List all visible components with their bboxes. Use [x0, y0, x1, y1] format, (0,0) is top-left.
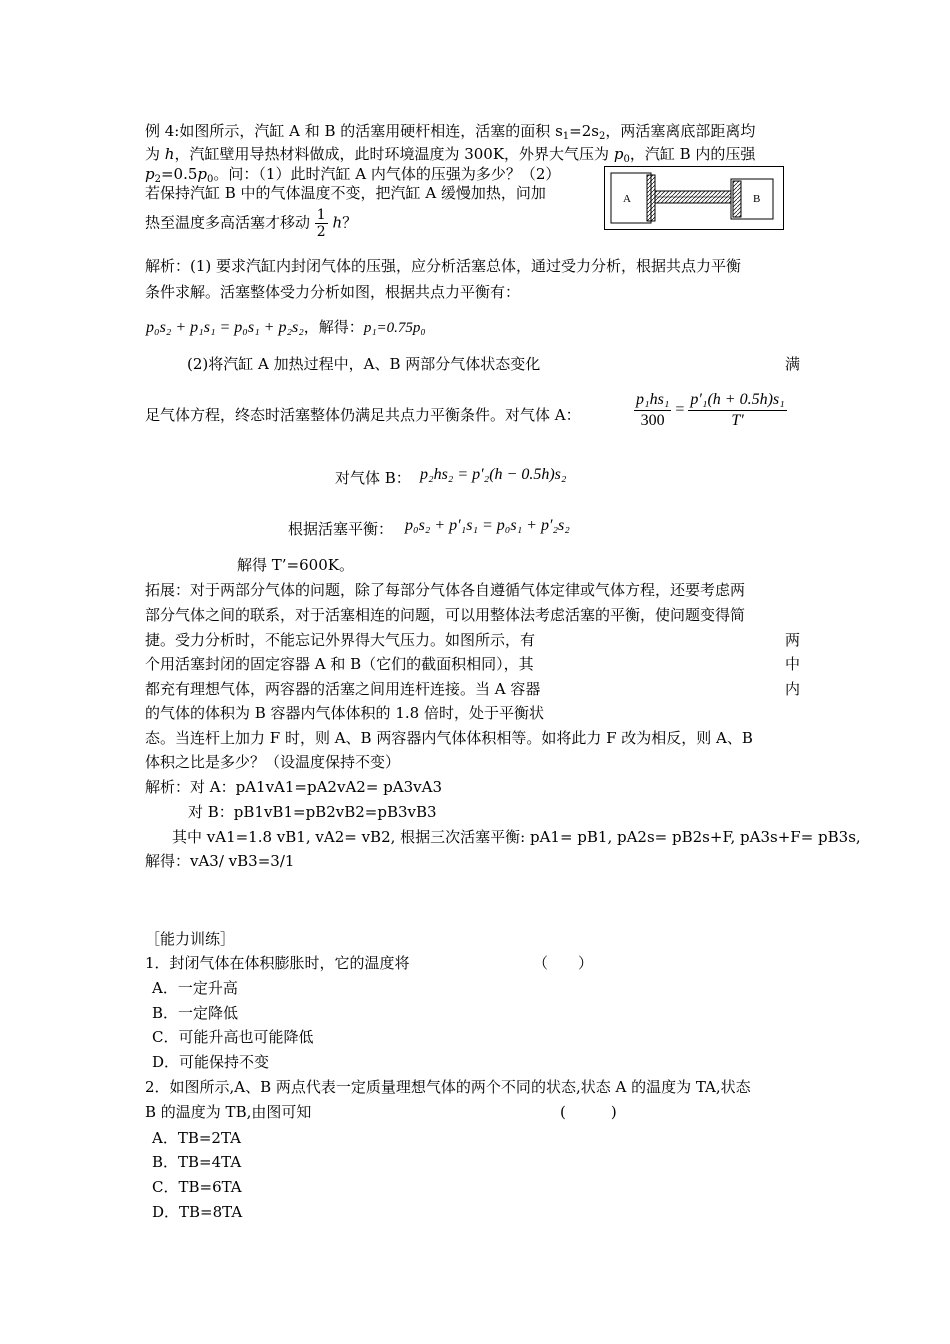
- cylinder-figure: [604, 166, 784, 230]
- analysis2-line-d: 解得：vA3/ vB3=3/1: [145, 852, 295, 870]
- analysis1-line3-right: 满: [785, 355, 801, 373]
- equation-gas-a: $\frac{\text{p₁hs₁}}{300}$ = $\frac{\text{p′₁(h + 0.5h)s₁}}{T'}$: [636, 391, 785, 429]
- extension-line2: 部分气体之间的联系，对于活塞相连的问题，可以用整体法考虑活塞的平衡，使问题变得简: [145, 606, 746, 624]
- analysis1-line4: 足气体方程，终态时活塞整体仍满足共点力平衡条件。对气体 A：: [145, 406, 581, 424]
- question-1-option: C．可能升高也可能降低: [152, 1028, 314, 1046]
- extension-line5-right: 内: [785, 680, 801, 698]
- example4-line5: 热至温度多高活塞才移动 $\frac{1}{2}$ h？: [145, 207, 358, 240]
- example4-line2: 为 h，汽缸壁用导热材料做成，此时环境温度为 300K，外界大气压为 $p_0$，汽缸 B 内的压强: [145, 145, 756, 165]
- question-2-answer-paren: ( ): [560, 1103, 617, 1121]
- question-2-option: C．TB=6TA: [152, 1178, 242, 1196]
- extension-line3-right: 两: [785, 631, 801, 649]
- extension-line3: 捷。受力分析时，不能忘记外界得大气压力。如图所示，有: [145, 631, 536, 649]
- result-temperature: 解得 T’=600K。: [237, 556, 354, 574]
- analysis2-line-b: 对 B：pB1vB1=pB2vB2=pB3vB3: [188, 803, 437, 821]
- eq-piston-label: 根据活塞平衡：: [288, 520, 394, 538]
- training-heading: ［能力训练］: [145, 930, 236, 948]
- extension-line6: 的气体的体积为 B 容器内气体体积的 1.8 倍时，处于平衡状: [145, 704, 544, 722]
- analysis1-line2: 条件求解。活塞整体受力分析如图，根据共点力平衡有：: [145, 283, 521, 301]
- example4-line4: 若保持汽缸 B 中的气体温度不变，把汽缸 A 缓慢加热，问加: [145, 184, 546, 202]
- extension-line4: 个用活塞封闭的固定容器 A 和 B（它们的截面积相同），其: [145, 655, 534, 673]
- question-1-option: A．一定升高: [152, 979, 238, 997]
- extension-line7: 态。当连杆上加力 F 时，则 A、B 两容器内气体体积相等。如将此力 F 改为相反，则 A、B: [145, 729, 753, 747]
- question-1: 1．封闭气体在体积膨胀时，它的温度将: [145, 954, 410, 972]
- question-1-option: B．一定降低: [152, 1004, 239, 1022]
- extension-line8: 体积之比是多少？（设温度保持不变）: [145, 753, 401, 771]
- question-2-option: B．TB=4TA: [152, 1153, 242, 1171]
- analysis1-line1: 解析：(1) 要求汽缸内封闭气体的压强，应分析活塞总体，通过受力分析，根据共点力平衡: [145, 257, 742, 275]
- question-1-answer-paren: （ ）: [533, 954, 594, 972]
- extension-line4-right: 中: [785, 655, 801, 673]
- question-1-option: D．可能保持不变: [152, 1053, 270, 1071]
- eq-gas-b-label: 对气体 B：: [335, 469, 411, 487]
- extension-line5: 都充有理想气体，两容器的活塞之间用连杆连接。当 A 容器: [145, 680, 541, 698]
- equation-gas-b: p₂hs₂ = p′₂(h − 0.5h)s₂: [420, 466, 567, 483]
- equation-1: p₀s₂ + p₁s₁ = p₀s₁ + p₂s₂，解得：p₁=0.75p₀: [146, 319, 426, 336]
- cylinder-b-label: B: [753, 193, 761, 205]
- analysis1-line3: (2)将汽缸 A 加热过程中，A、B 两部分气体状态变化: [187, 355, 541, 373]
- analysis2-line-a: 解析：对 A：pA1vA1=pA2vA2= pA3vA3: [145, 778, 442, 796]
- equation-piston: p₀s₂ + p′₁s₁ = p₀s₁ + p′₂s₂: [405, 517, 570, 534]
- analysis2-line-c: 其中 vA1=1.8 vB1, vA2= vB2, 根据三次活塞平衡: pA1= pB1, pA2s= pB2s+F, pA3s+F= pB3s,: [172, 828, 861, 846]
- extension-line1: 拓展：对于两部分气体的问题，除了每部分气体各自遵循气体定律或气体方程，还要考虑两: [145, 581, 746, 599]
- cylinder-a-label: A: [623, 193, 631, 205]
- example4-line3: $p_2=0.5p_0$。问：（1）此时汽缸 A 内气体的压强为多少？（2）: [145, 165, 561, 185]
- example4-line1: 例 4:如图所示，汽缸 A 和 B 的活塞用硬杆相连，活塞的面积 $s_1=2s_2$，两活塞离底部距离均: [145, 122, 756, 142]
- question-2-line2: B 的温度为 TB,由图可知: [145, 1103, 312, 1121]
- cylinder-diagram: [605, 167, 783, 229]
- question-2-option: D．TB=8TA: [152, 1203, 243, 1221]
- question-2-line1: 2．如图所示,A、B 两点代表一定质量理想气体的两个不同的状态,状态 A 的温度为 TA,状态: [145, 1078, 751, 1096]
- question-2-option: A．TB=2TA: [152, 1129, 241, 1147]
